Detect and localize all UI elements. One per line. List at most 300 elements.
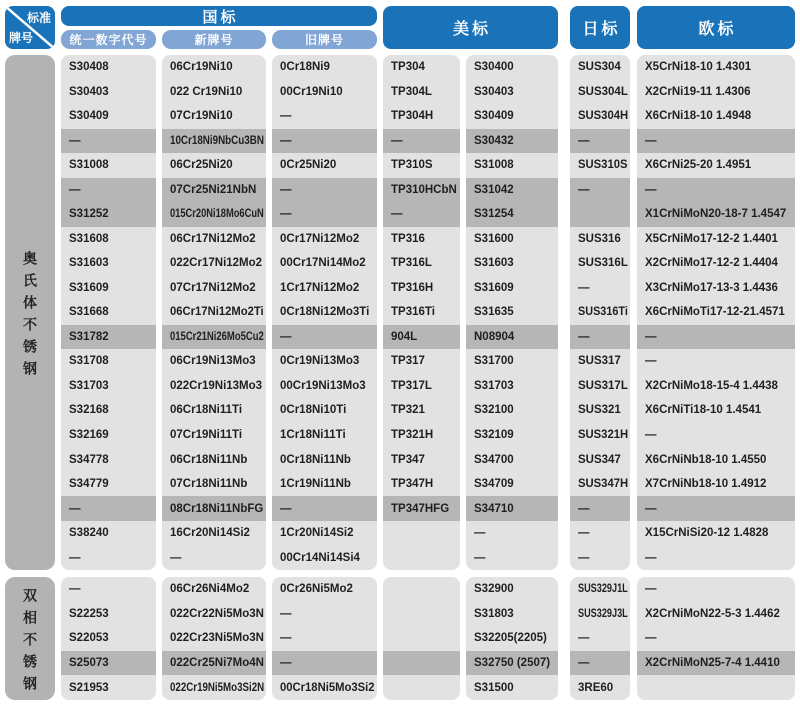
grade-cell-text: — (578, 281, 590, 294)
grade-cell-jis (570, 129, 630, 154)
grade-cell-unified-number-code (61, 472, 156, 497)
grade-cell-new-grade (162, 202, 266, 227)
grade-cell-new-grade (162, 349, 266, 374)
grade-cell-text: 16Cr20Ni14Si2 (170, 527, 250, 540)
grade-cell-en (637, 202, 795, 227)
grade-cell-unified-number-code (61, 577, 156, 602)
grade-cell-us-tp (383, 178, 460, 203)
grade-cell-us-tp (383, 602, 460, 627)
grade-cell-text: 0Cr18Ni11Nb (280, 453, 351, 466)
grade-cell-jis (570, 153, 630, 178)
grade-cell-text: S31603 (474, 257, 514, 270)
grade-cell-unified-number-code (61, 374, 156, 399)
grade-cell-text: 06Cr17Ni12Mo2Ti (170, 306, 264, 319)
grade-cell-text: 022 Cr19Ni10 (170, 85, 243, 98)
grade-cell-us-tp (383, 276, 460, 301)
grade-cell-text: 10Cr18Ni9NbCu3BN (170, 134, 264, 147)
grade-cell-text: S21953 (69, 681, 109, 694)
grade-cell-text: 00Cr14Ni14Si4 (280, 551, 360, 564)
grade-cell-text: — (645, 428, 657, 441)
grade-cell-jis (570, 577, 630, 602)
grade-cell-text: S38240 (69, 527, 109, 540)
grade-cell-old-grade (272, 129, 377, 154)
grade-cell-text: — (645, 502, 657, 515)
grade-cell-us-tp (383, 300, 460, 325)
grade-cell-text: S32100 (474, 404, 514, 417)
grade-cell-unified-number-code (61, 104, 156, 129)
grade-cell-us-tp (383, 577, 460, 602)
grade-cell-new-grade (162, 626, 266, 651)
grade-cell-jis (570, 80, 630, 105)
grade-cell-text: S31708 (69, 355, 109, 368)
grade-cell-us-uns (466, 251, 558, 276)
grade-cell-en (637, 577, 795, 602)
grade-cell-old-grade (272, 374, 377, 399)
grade-cell-text: S31803 (474, 607, 514, 620)
grade-cell-text: S32168 (69, 404, 109, 417)
grade-cell-text: TP304 (391, 61, 425, 74)
grade-cell-us-uns (466, 447, 558, 472)
grade-cell-text: S32900 (474, 583, 514, 596)
column-block-old-grade (272, 55, 377, 570)
grade-cell-text: TP304L (391, 85, 432, 98)
grade-cell-old-grade (272, 496, 377, 521)
grade-cell-new-grade (162, 602, 266, 627)
section-label-block-duplex (5, 577, 55, 700)
grade-cell-text: 1Cr20Ni14Si2 (280, 527, 354, 540)
grade-cell-jis (570, 374, 630, 399)
grade-cell-jis (570, 55, 630, 80)
grade-cell-old-grade (272, 55, 377, 80)
grade-cell-text: S34709 (474, 478, 514, 491)
grade-cell-text: — (645, 355, 657, 368)
grade-cell-us-uns (466, 276, 558, 301)
grade-cell-us-uns (466, 398, 558, 423)
grade-cell-unified-number-code (61, 398, 156, 423)
grade-cell-old-grade (272, 675, 377, 700)
grade-cell-jis (570, 675, 630, 700)
grade-cell-unified-number-code (61, 178, 156, 203)
grade-cell-text: SUS329J1L (578, 583, 628, 596)
grade-cell-en (637, 651, 795, 676)
grade-cell-jis (570, 398, 630, 423)
grade-cell-text: — (578, 502, 590, 515)
grade-cell-text: 022Cr19Ni13Mo3 (170, 379, 263, 392)
grade-cell-old-grade (272, 276, 377, 301)
grade-cell-old-grade (272, 602, 377, 627)
grade-cell-text: S30403 (474, 85, 514, 98)
grade-cell-text: S31500 (474, 681, 514, 694)
grade-cell-text: — (578, 632, 590, 645)
grade-cell-text: 07Cr18Ni11Nb (170, 478, 248, 491)
grade-cell-text: S34700 (474, 453, 514, 466)
grade-cell-us-tp (383, 545, 460, 570)
subheader-unified-number-code: 统一数字代号 (61, 30, 156, 49)
grade-cell-en (637, 178, 795, 203)
grade-cell-text: — (280, 330, 292, 343)
grade-cell-text: X3CrNiMo17-13-3 1.4436 (645, 281, 778, 294)
section-label: 双相不锈钢 (22, 587, 38, 698)
grade-cell-text: S31600 (474, 232, 514, 245)
grade-cell-text: 06Cr17Ni12Mo2 (170, 232, 256, 245)
grade-cell-us-uns (466, 325, 558, 350)
grade-cell-old-grade (272, 521, 377, 546)
grade-cell-us-tp (383, 447, 460, 472)
grade-cell-text: S32109 (474, 428, 514, 441)
grade-cell-text: — (280, 134, 292, 147)
grade-cell-text: — (280, 110, 292, 123)
grade-cell-text: 022Cr19Ni5Mo3Si2N (170, 681, 265, 694)
grade-cell-text: 08Cr18Ni11NbFG (170, 502, 264, 515)
grade-cell-text: S32169 (69, 428, 109, 441)
grade-cell-text: X2CrNiMoN22-5-3 1.4462 (645, 607, 780, 620)
grade-cell-text: 022Cr17Ni12Mo2 (170, 257, 263, 270)
grade-cell-text: TP321 (391, 404, 425, 417)
grade-cell-us-uns (466, 104, 558, 129)
grade-cell-new-grade (162, 325, 266, 350)
grade-cell-text: 0Cr18Ni10Ti (280, 404, 347, 417)
grade-cell-unified-number-code (61, 651, 156, 676)
grade-cell-text: 022Cr22Ni5Mo3N (170, 607, 264, 620)
grade-cell-old-grade (272, 202, 377, 227)
grade-cell-new-grade (162, 276, 266, 301)
grade-cell-en (637, 227, 795, 252)
grade-cell-text: S25073 (69, 657, 109, 670)
grade-cell-text: SUS316 (578, 232, 621, 245)
grade-cell-en (637, 626, 795, 651)
grade-cell-unified-number-code (61, 675, 156, 700)
grade-cell-text: SUS321 (578, 404, 621, 417)
grade-cell-text: TP316L (391, 257, 432, 270)
grade-cell-us-tp (383, 55, 460, 80)
header-eu-standard: 欧标 (637, 6, 795, 49)
grade-cell-text: S34779 (69, 478, 109, 491)
grade-cell-us-uns (466, 675, 558, 700)
grade-cell-en (637, 545, 795, 570)
grade-cell-us-uns (466, 521, 558, 546)
grade-cell-text: SUS304H (578, 110, 629, 123)
grade-cell-text: TP317L (391, 379, 432, 392)
grade-cell-text: — (578, 657, 590, 670)
header-gb-standard: 国标 (61, 6, 377, 26)
header-us-standard: 美标 (383, 6, 558, 49)
grade-cell-us-uns (466, 602, 558, 627)
grade-cell-old-grade (272, 626, 377, 651)
grade-cell-text: S30432 (474, 134, 514, 147)
grade-cell-new-grade (162, 651, 266, 676)
grade-cell-us-tp (383, 325, 460, 350)
grade-cell-unified-number-code (61, 626, 156, 651)
grade-cell-text: 1Cr18Ni11Ti (280, 428, 346, 441)
grade-cell-text: — (69, 134, 81, 147)
grade-cell-jis (570, 423, 630, 448)
grade-cell-new-grade (162, 472, 266, 497)
grade-cell-text: N08904 (474, 330, 515, 343)
grade-cell-jis (570, 325, 630, 350)
column-block-us-tp (383, 55, 460, 570)
grade-cell-text: X6CrNiNb18-10 1.4550 (645, 453, 767, 466)
column-block-us-uns (466, 55, 558, 570)
grade-cell-text: 00Cr19Ni10 (280, 85, 343, 98)
grade-cell-unified-number-code (61, 202, 156, 227)
grade-cell-text: 07Cr17Ni12Mo2 (170, 281, 256, 294)
grade-cell-text: X5CrNi18-10 1.4301 (645, 61, 752, 74)
grade-cell-new-grade (162, 675, 266, 700)
grade-cell-text: SUS304 (578, 61, 621, 74)
grade-cell-text: 07Cr25Ni21NbN (170, 183, 257, 196)
grade-cell-text: SUS316Ti (578, 306, 628, 319)
grade-cell-jis (570, 202, 630, 227)
grade-cell-old-grade (272, 545, 377, 570)
grade-cell-text: — (69, 583, 81, 596)
grade-cell-text: SUS317 (578, 355, 621, 368)
grade-cell-unified-number-code (61, 251, 156, 276)
grade-cell-unified-number-code (61, 276, 156, 301)
grade-cell-text: — (170, 551, 182, 564)
grade-cell-text: — (645, 551, 657, 564)
grade-cell-us-uns (466, 227, 558, 252)
grade-cell-us-tp (383, 423, 460, 448)
grade-cell-text: — (474, 551, 486, 564)
grade-cell-text: S32750 (2507) (474, 657, 551, 670)
grade-cell-jis (570, 178, 630, 203)
grade-cell-us-uns (466, 626, 558, 651)
grade-cell-us-tp (383, 202, 460, 227)
grade-cell-en (637, 374, 795, 399)
grade-cell-en (637, 104, 795, 129)
grade-cell-jis (570, 626, 630, 651)
grade-cell-text: X6CrNiTi18-10 1.4541 (645, 404, 762, 417)
grade-cell-en (637, 129, 795, 154)
grade-cell-us-tp (383, 104, 460, 129)
grade-cell-text: S31703 (474, 379, 514, 392)
grade-cell-us-tp (383, 626, 460, 651)
grade-cell-text: SUS321H (578, 428, 629, 441)
grade-cell-us-uns (466, 577, 558, 602)
grade-cell-old-grade (272, 398, 377, 423)
grade-cell-text: X1CrNiMoN20-18-7 1.4547 (645, 208, 787, 221)
grade-cell-jis (570, 496, 630, 521)
grade-cell-text: S31008 (474, 159, 514, 172)
grade-cell-new-grade (162, 251, 266, 276)
grade-cell-us-tp (383, 651, 460, 676)
grade-cell-new-grade (162, 153, 266, 178)
grade-cell-text: 07Cr19Ni11Ti (170, 428, 243, 441)
grade-cell-us-tp (383, 675, 460, 700)
grade-cell-unified-number-code (61, 300, 156, 325)
grade-cell-text: S31668 (69, 306, 109, 319)
grade-cell-text: X6CrNi18-10 1.4948 (645, 110, 752, 123)
grade-cell-text: 0Cr26Ni5Mo2 (280, 583, 353, 596)
grade-cell-us-uns (466, 651, 558, 676)
grade-cell-old-grade (272, 349, 377, 374)
grade-cell-text: S31782 (69, 330, 109, 343)
grade-cell-unified-number-code (61, 602, 156, 627)
grade-cell-us-uns (466, 55, 558, 80)
column-block-jis (570, 577, 630, 700)
grade-cell-unified-number-code (61, 55, 156, 80)
grade-cell-unified-number-code (61, 325, 156, 350)
grade-cell-unified-number-code (61, 129, 156, 154)
grade-cell-jis (570, 300, 630, 325)
grade-cell-us-uns (466, 300, 558, 325)
grade-cell-text: S30409 (474, 110, 514, 123)
grade-cell-text: S30403 (69, 85, 109, 98)
column-block-us-uns (466, 577, 558, 700)
grade-cell-new-grade (162, 447, 266, 472)
grade-cell-en (637, 55, 795, 80)
grade-cell-text: 0Cr19Ni13Mo3 (280, 355, 360, 368)
corner-header-cell (5, 6, 55, 49)
grade-cell-jis (570, 227, 630, 252)
grade-cell-us-tp (383, 80, 460, 105)
grade-cell-text: 06Cr19Ni13Mo3 (170, 355, 256, 368)
grade-cell-text: 1Cr19Ni11Nb (280, 478, 351, 491)
grade-cell-text: X2CrNiMo18-15-4 1.4438 (645, 379, 778, 392)
grade-cell-text: TP347H (391, 478, 434, 491)
column-block-old-grade (272, 577, 377, 700)
grade-cell-unified-number-code (61, 447, 156, 472)
grade-cell-jis (570, 545, 630, 570)
grade-cell-us-tp (383, 153, 460, 178)
grade-cell-us-tp (383, 227, 460, 252)
grade-cell-text: — (645, 134, 657, 147)
grade-cell-text: 0Cr18Ni12Mo3Ti (280, 306, 370, 319)
grade-cell-text: S31042 (474, 183, 514, 196)
grade-cell-text: TP316H (391, 281, 434, 294)
grade-cell-old-grade (272, 178, 377, 203)
grade-cell-jis (570, 651, 630, 676)
grade-cell-text: X2CrNi19-11 1.4306 (645, 85, 751, 98)
grade-cell-en (637, 521, 795, 546)
grade-cell-jis (570, 349, 630, 374)
column-block-unified-number-code (61, 577, 156, 700)
grade-cell-en (637, 349, 795, 374)
grade-cell-old-grade (272, 80, 377, 105)
grade-cell-text: X6CrNi25-20 1.4951 (645, 159, 752, 172)
grade-cell-text: — (69, 502, 81, 515)
grade-cell-text: SUS317L (578, 379, 628, 392)
grade-cell-text: S22053 (69, 632, 109, 645)
grade-cell-old-grade (272, 227, 377, 252)
grade-cell-text: — (645, 632, 657, 645)
subheader-new-grade: 新牌号 (162, 30, 266, 49)
grade-cell-us-uns (466, 80, 558, 105)
grade-cell-text: TP304H (391, 110, 434, 123)
column-block-en (637, 577, 795, 700)
grade-cell-us-uns (466, 545, 558, 570)
grade-cell-text: — (69, 183, 81, 196)
grade-cell-text: X2CrNiMoN25-7-4 1.4410 (645, 657, 780, 670)
grade-cell-text: — (645, 330, 657, 343)
section-label-block-austenitic (5, 55, 55, 570)
section-label: 奥氏体不锈钢 (22, 250, 38, 383)
grade-cell-new-grade (162, 178, 266, 203)
grade-cell-old-grade (272, 447, 377, 472)
grade-cell-us-tp (383, 472, 460, 497)
column-block-new-grade (162, 55, 266, 570)
grade-cell-unified-number-code (61, 80, 156, 105)
grade-cell-new-grade (162, 227, 266, 252)
grade-cell-us-tp (383, 496, 460, 521)
grade-cell-old-grade (272, 325, 377, 350)
grade-cell-us-uns (466, 153, 558, 178)
grade-cell-text: — (645, 183, 657, 196)
column-block-new-grade (162, 577, 266, 700)
corner-standard-label: 标准 (26, 11, 51, 25)
grade-cell-text: — (280, 183, 292, 196)
grade-cell-en (637, 276, 795, 301)
grade-cell-new-grade (162, 80, 266, 105)
header-jp-standard: 日标 (570, 6, 630, 49)
grade-cell-text: — (280, 657, 292, 670)
grade-cell-text: 015Cr20Ni18Mo6CuN (170, 208, 264, 221)
grade-cell-text: TP310HCbN (391, 183, 457, 196)
grade-cell-text: TP316Ti (391, 306, 435, 319)
grade-cell-old-grade (272, 300, 377, 325)
grade-cell-us-uns (466, 423, 558, 448)
grade-cell-text: — (280, 208, 292, 221)
grade-cell-text: S31609 (69, 281, 109, 294)
grade-cell-text: S31609 (474, 281, 514, 294)
grade-cell-text: X6CrNiMoTi17-12-21.4571 (645, 306, 785, 319)
grade-cell-text: — (391, 208, 403, 221)
grade-cell-text: — (69, 551, 81, 564)
grade-cell-text: 06Cr18Ni11Ti (170, 404, 243, 417)
grade-cell-text: TP321H (391, 428, 434, 441)
grade-cell-us-uns (466, 374, 558, 399)
grade-cell-old-grade (272, 472, 377, 497)
grade-cell-old-grade (272, 651, 377, 676)
grade-cell-text: 00Cr17Ni14Mo2 (280, 257, 366, 270)
grade-cell-text: 06Cr26Ni4Mo2 (170, 583, 250, 596)
grade-cell-text: — (578, 134, 590, 147)
grade-cell-unified-number-code (61, 496, 156, 521)
grade-cell-text: SUS316L (578, 257, 628, 270)
grade-cell-new-grade (162, 423, 266, 448)
grade-cell-text: 06Cr18Ni11Nb (170, 453, 248, 466)
grade-cell-en (637, 423, 795, 448)
grade-cell-text: TP347HFG (391, 502, 450, 515)
grade-cell-new-grade (162, 496, 266, 521)
grade-cell-text: 00Cr19Ni13Mo3 (280, 379, 366, 392)
grade-cell-old-grade (272, 423, 377, 448)
grade-cell-jis (570, 521, 630, 546)
grade-cell-text: S31608 (69, 232, 109, 245)
grade-cell-text: 06Cr19Ni10 (170, 61, 233, 74)
grade-cell-us-tp (383, 251, 460, 276)
grade-cell-text: TP317 (391, 355, 425, 368)
grade-cell-unified-number-code (61, 423, 156, 448)
grade-cell-text: SUS347H (578, 478, 629, 491)
grade-cell-new-grade (162, 104, 266, 129)
grade-cell-text: X5CrNiMo17-12-2 1.4401 (645, 232, 778, 245)
grade-cell-en (637, 251, 795, 276)
grade-cell-text: 0Cr18Ni9 (280, 61, 330, 74)
grade-cell-text: — (578, 527, 590, 540)
grade-cell-en (637, 602, 795, 627)
grade-cell-us-uns (466, 129, 558, 154)
grade-cell-unified-number-code (61, 545, 156, 570)
grade-cell-text: X7CrNiNb18-10 1.4912 (645, 478, 767, 491)
grade-cell-text: S31254 (474, 208, 514, 221)
grade-cell-new-grade (162, 545, 266, 570)
grade-cell-en (637, 80, 795, 105)
grade-cell-new-grade (162, 577, 266, 602)
corner-grade-label: 牌号 (9, 31, 34, 45)
grade-cell-text: — (578, 330, 590, 343)
grade-cell-us-uns (466, 472, 558, 497)
